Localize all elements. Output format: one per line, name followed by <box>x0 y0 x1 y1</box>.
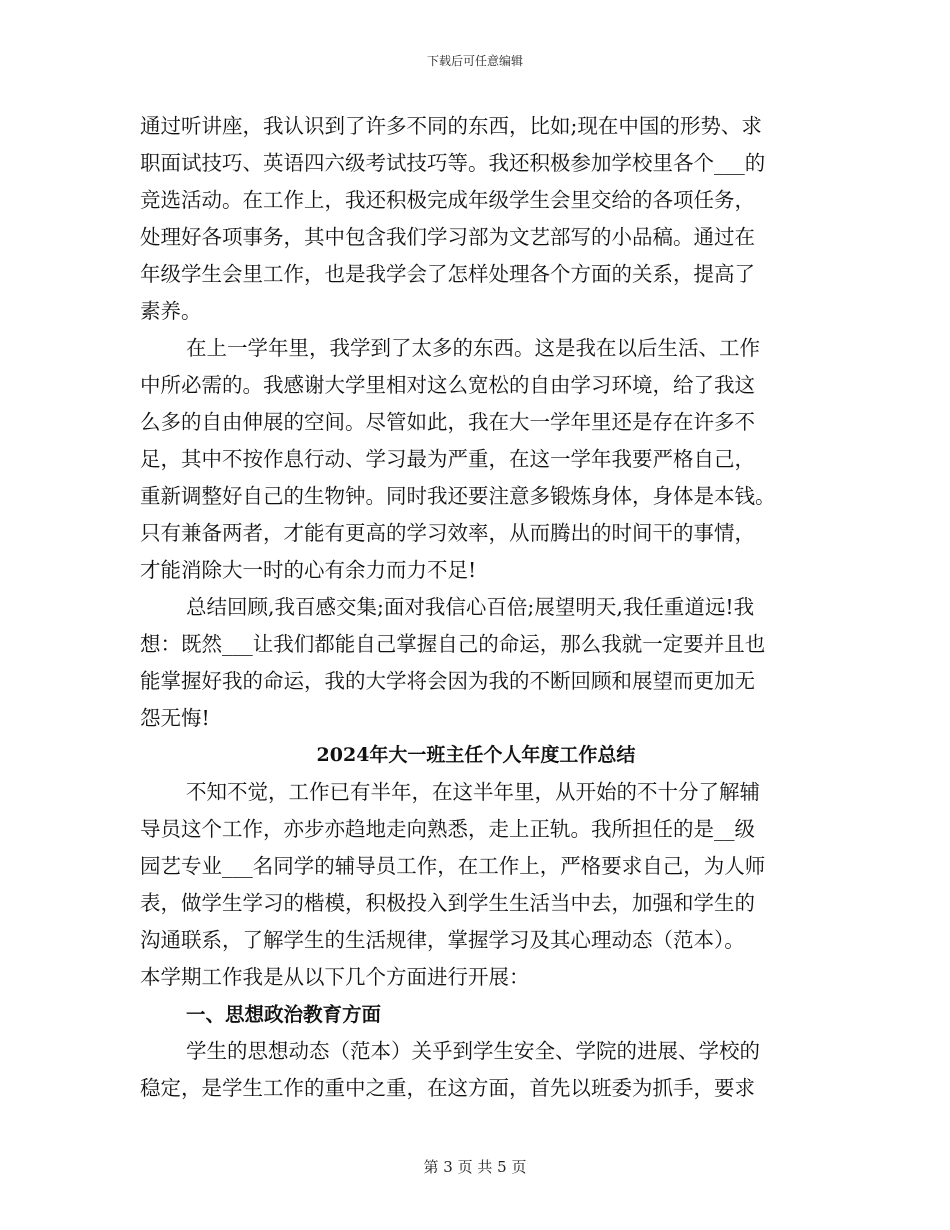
document-body <box>140 108 812 1107</box>
body-line: 本学期工作我是从以下几个方面进行开展： <box>140 965 530 989</box>
body-line: 素养。 <box>140 299 202 323</box>
body-line: 表，做学生学习的楷模，积极投入到学生生活当中去，加强和学生的 <box>140 891 755 915</box>
body-line: 竞选活动。在工作上，我还积极完成年级学生会里交给的各项任务， <box>140 188 755 212</box>
paragraph-first-line: 总结回顾,我百感交集;面对我信心百倍;展望明天,我任重道远!我 <box>186 595 755 619</box>
body-line: 稳定，是学生工作的重中之重，在这方面，首先以班委为抓手，要求 <box>140 1076 755 1100</box>
section-title: 2024年大一班主任个人年度工作总结 <box>316 744 636 766</box>
body-line: 处理好各项事务，其中包含我们学习部为文艺部写的小品稿。通过在 <box>140 225 755 249</box>
page-footer: 第 3 页 共 5 页 <box>423 1158 527 1176</box>
body-line: 能掌握好我的命运，我的大学将会因为我的不断回顾和展望而更加无 <box>140 669 755 693</box>
paragraph-first-line: 不知不觉，工作已有半年，在这半年里，从开始的不十分了解辅 <box>186 780 760 804</box>
subsection-heading: 一、思想政治教育方面 <box>186 1003 382 1026</box>
body-line: 园艺专业___名同学的辅导员工作，在工作上，严格要求自己，为人师 <box>140 854 766 878</box>
body-line: 么多的自由伸展的空间。尽管如此，我在大一学年里还是存在许多不 <box>140 410 755 434</box>
body-line: 中所必需的。我感谢大学里相对这么宽松的自由学习环境，给了我这 <box>140 373 755 397</box>
body-line: 怨无悔! <box>140 706 210 730</box>
body-line: 职面试技巧、英语四六级考试技巧等。我还积极参加学校里各个___的 <box>140 151 766 175</box>
paragraph-first-line: 在上一学年里，我学到了太多的东西。这是我在以后生活、工作 <box>186 336 760 360</box>
body-line: 导员这个工作，亦步亦趋地走向熟悉，走上正轨。我所担任的是__级 <box>140 817 755 841</box>
paragraph-first-line: 学生的思想动态（范本）关乎到学生安全、学院的进展、学校的 <box>186 1039 760 1063</box>
body-line: 足，其中不按作息行动、学习最为严重，在这一学年我要严格自己， <box>140 447 755 471</box>
body-line: 只有兼备两者，才能有更高的学习效率，从而腾出的时间干的事情， <box>140 521 755 545</box>
body-line: 才能消除大一时的心有余力而力不足! <box>140 558 477 582</box>
body-line: 想：既然___让我们都能自己掌握自己的命运，那么我就一定要并且也 <box>140 632 766 656</box>
body-line: 通过听讲座，我认识到了许多不同的东西，比如;现在中国的形势、求 <box>140 114 762 138</box>
page-header: 下载后可任意编辑 <box>426 54 523 68</box>
body-line: 沟通联系，了解学生的生活规律，掌握学习及其心理动态（范本）。 <box>140 928 745 952</box>
body-line: 年级学生会里工作，也是我学会了怎样处理各个方面的关系，提高了 <box>140 262 755 286</box>
body-line: 重新调整好自己的生物钟。同时我还要注意多锻炼身体，身体是本钱。 <box>140 484 776 508</box>
